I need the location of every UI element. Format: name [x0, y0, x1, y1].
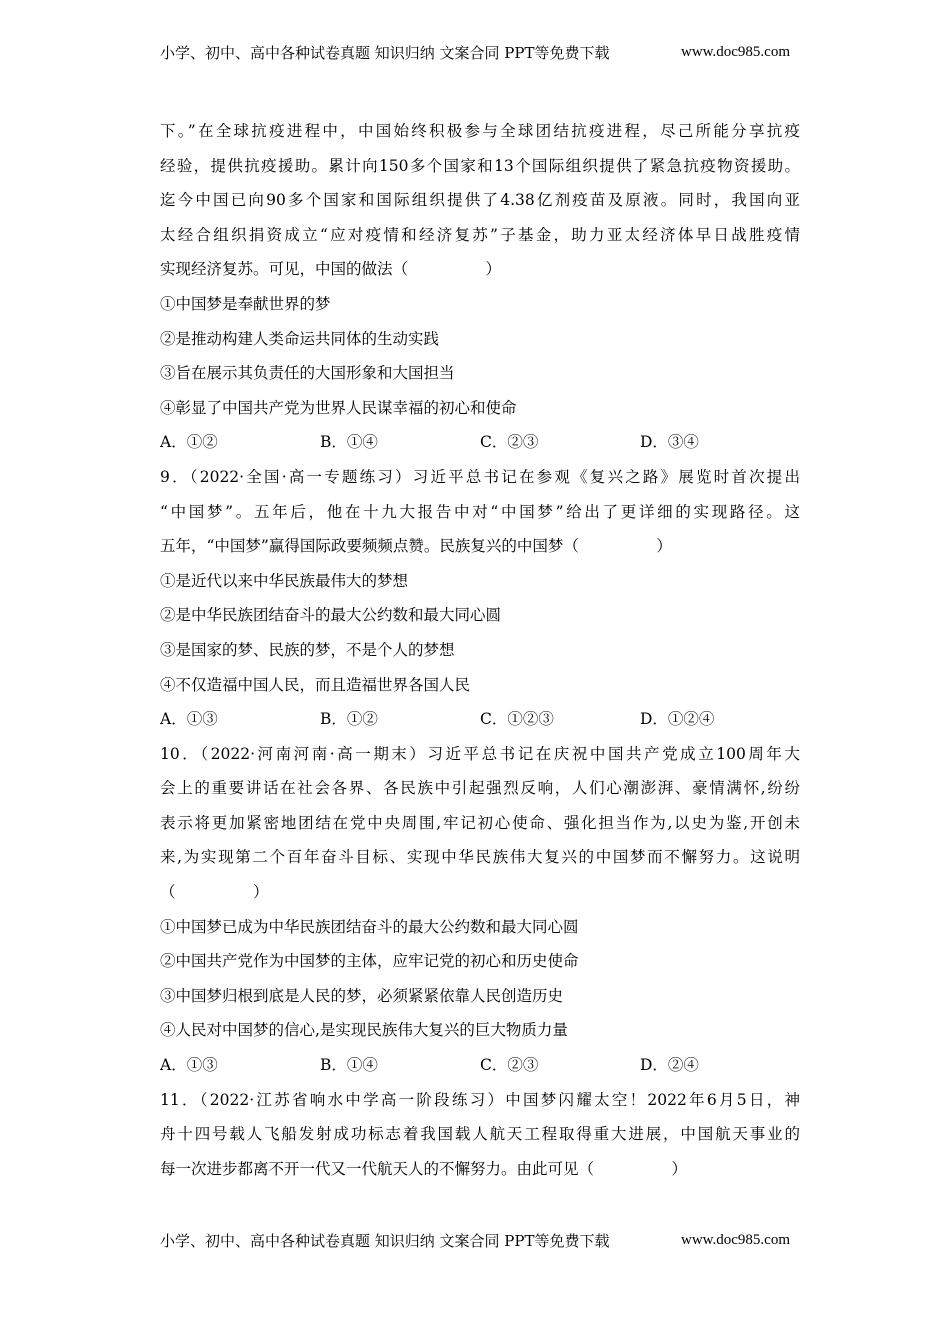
header-text: 小学、初中、高中各种试卷真题 知识归纳 文案合同 PPT等免费下载 — [160, 43, 610, 62]
choice-a: A．①② — [160, 433, 218, 452]
question-stem-line: 每一次进步都离不开一代又一代航天人的不懈努力。由此可见（ ） — [160, 1159, 688, 1178]
question-stem-line: 9．（2022·全国·高一专题练习）习近平总书记在参观《复兴之路》展览时首次提出 — [160, 467, 800, 486]
choice-c: C．①②③ — [480, 710, 554, 729]
question-10 — [160, 737, 800, 1083]
page-footer — [160, 1228, 790, 1252]
option-item: ②中国共产党作为中国梦的主体，应牢记党的初心和历史使命 — [160, 952, 579, 971]
choice-d: D．②④ — [640, 1056, 699, 1075]
footer-site-link[interactable]: www.doc985.com — [680, 1231, 790, 1248]
option-item: ③是国家的梦、民族的梦，不是个人的梦想 — [160, 640, 455, 659]
question-stem-line: 五年，“中国梦”赢得国际政要频频点赞。民族复兴的中国梦（ ） — [160, 537, 672, 556]
choice-d: D．③④ — [640, 433, 699, 452]
option-item: ②是中华民族团结奋斗的最大公约数和最大同心圆 — [160, 606, 502, 625]
question-stem-line: 迄今中国已向90多个国家和国际组织提供了4.38亿剂疫苗及原液。同时，我国向亚 — [160, 191, 800, 210]
choice-b: B．①④ — [320, 433, 378, 452]
choice-c: C．②③ — [480, 433, 539, 452]
option-item: ③旨在展示其负责任的大国形象和大国担当 — [160, 364, 455, 383]
option-item: ③中国梦归根到底是人民的梦，必须紧紧依靠人民创造历史 — [160, 986, 564, 1005]
question-9 — [160, 460, 800, 737]
option-item: ①中国梦已成为中华民族团结奋斗的最大公约数和最大同心圆 — [160, 917, 579, 936]
question-stem-line: 表示将更加紧密地团结在党中央周围,牢记初心使命、强化担当作为,以史为鉴,开创未 — [160, 813, 800, 832]
answer-choices — [160, 425, 800, 460]
choice-c: C．②③ — [480, 1056, 539, 1075]
question-8 — [160, 114, 800, 460]
option-item: ④彰显了中国共产党为世界人民谋幸福的初心和使命 — [160, 398, 517, 417]
answer-choices — [160, 702, 800, 737]
choice-a: A．①③ — [160, 1056, 218, 1075]
question-stem-line: 下。”在全球抗疫进程中，中国始终积极参与全球团结抗疫进程，尽己所能分享抗疫 — [160, 122, 800, 140]
choice-d: D．①②④ — [640, 710, 715, 729]
question-stem-line: （ ） — [160, 883, 269, 902]
option-item: ④人民对中国梦的信心,是实现民族伟大复兴的巨大物质力量 — [160, 1021, 568, 1040]
document-body — [160, 114, 800, 1186]
answer-choices — [160, 1048, 800, 1083]
choice-b: B．①② — [320, 710, 378, 729]
question-stem-line: 舟十四号载人飞船发射成功标志着我国载人航天工程取得重大进展，中国航天事业的 — [160, 1125, 800, 1144]
page-header — [160, 40, 790, 64]
question-stem-line: 10．（2022·河南河南·高一期末）习近平总书记在庆祝中国共产党成立100周年大 — [160, 744, 800, 763]
footer-text: 小学、初中、高中各种试卷真题 知识归纳 文案合同 PPT等免费下载 — [160, 1231, 610, 1250]
question-stem-line: 经验，提供抗疫援助。累计向150多个国家和13个国际组织提供了紧急抗疫物资援助。 — [160, 156, 800, 175]
choice-a: A．①③ — [160, 710, 218, 729]
option-item: ①是近代以来中华民族最伟大的梦想 — [160, 571, 409, 590]
question-stem-line: 会上的重要讲话在社会各界、各民族中引起强烈反响，人们心潮澎湃、豪情满怀,纷纷 — [160, 779, 800, 798]
question-stem-line: 太经合组织捐资成立“应对疫情和经济复苏”子基金，助力亚太经济体早日战胜疫情 — [160, 225, 800, 244]
question-stem-line: 11．（2022·江苏省响水中学高一阶段练习）中国梦闪耀太空！2022年6月5日，神 — [160, 1090, 800, 1109]
option-item: ①中国梦是奉献世界的梦 — [160, 294, 331, 313]
choice-b: B．①④ — [320, 1056, 378, 1075]
question-stem-line: 实现经济复苏。可见，中国的做法（ ） — [160, 260, 502, 279]
question-stem-line: 来,为实现第二个百年奋斗目标、实现中华民族伟大复兴的中国梦而不懈努力。这说明 — [160, 848, 800, 867]
option-item: ②是推动构建人类命运共同体的生动实践 — [160, 329, 440, 348]
header-site-link[interactable]: www.doc985.com — [680, 43, 790, 60]
option-item: ④不仅造福中国人民，而且造福世界各国人民 — [160, 675, 471, 694]
question-11 — [160, 1083, 800, 1187]
question-stem-line: “中国梦”。五年后，他在十九大报告中对“中国梦”给出了更详细的实现路径。这 — [160, 502, 800, 521]
